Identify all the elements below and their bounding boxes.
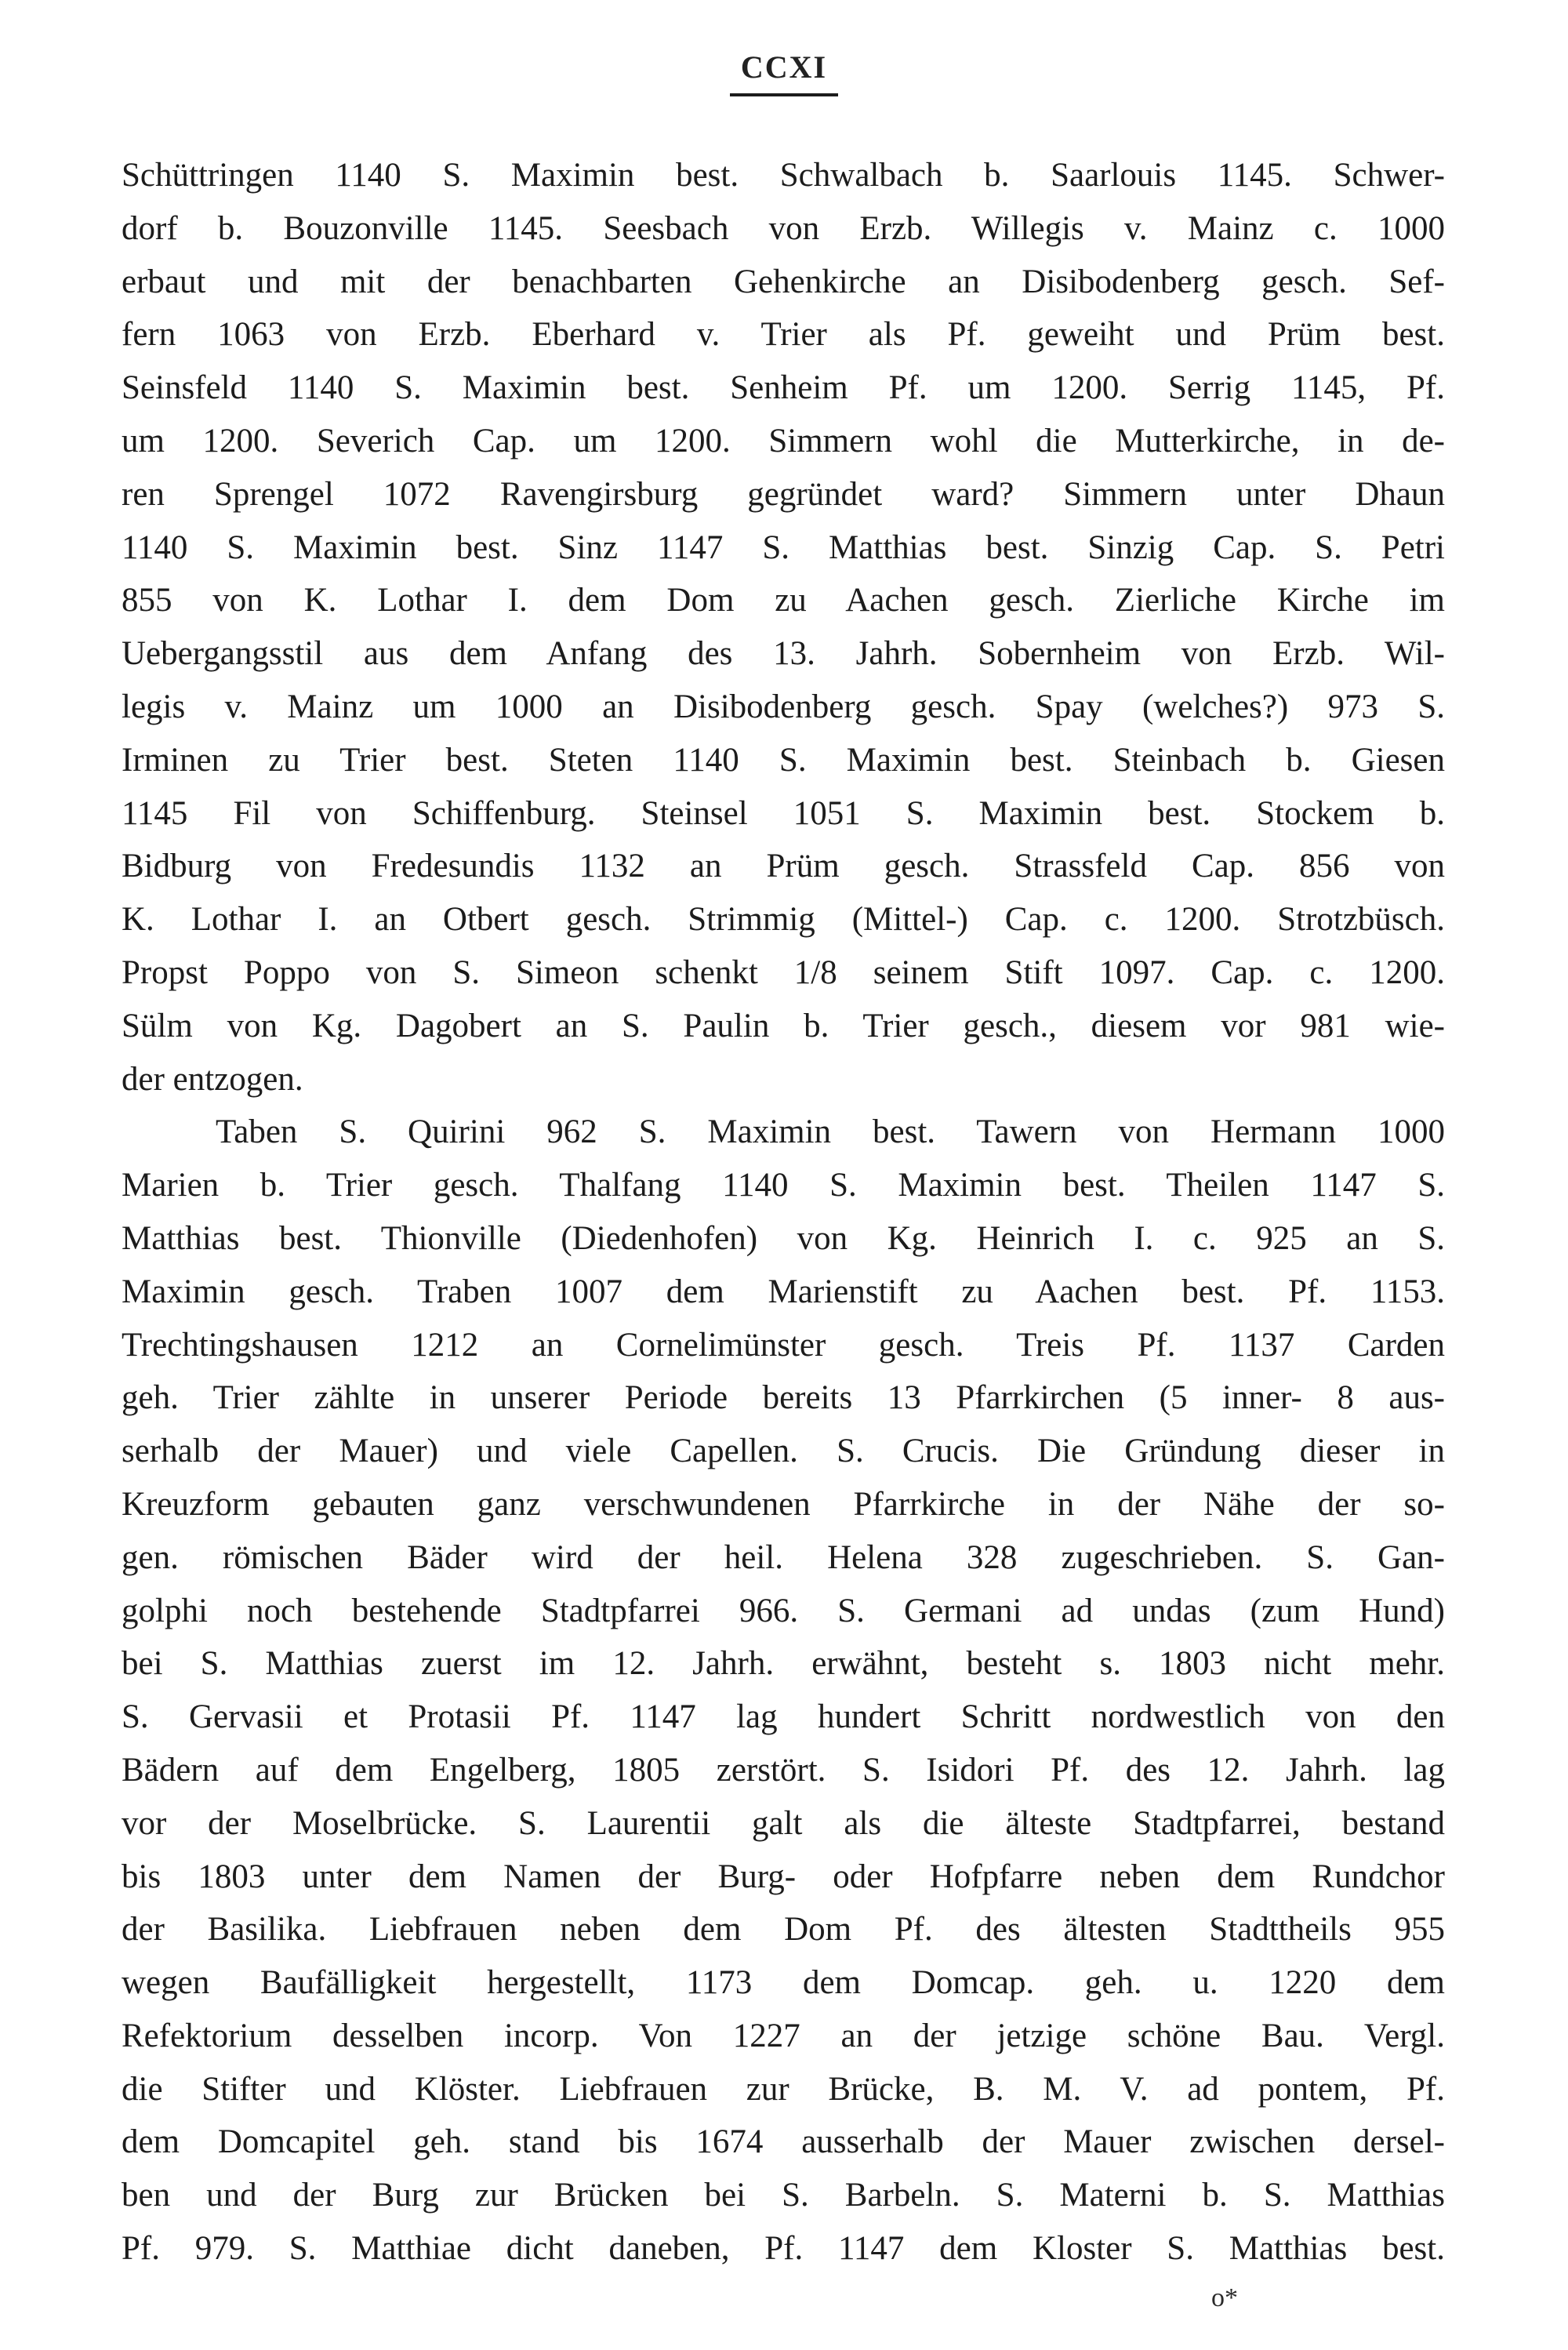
text-line: geh. Trier zählte in unserer Periode bereits 13 Pfarrkirchen (5 inner- 8 aus- <box>122 1379 1445 1417</box>
text-line: S. Gervasii et Protasii Pf. 1147 lag hundert Schritt nordwestlich von den <box>122 1698 1445 1736</box>
body-text <box>122 149 1445 2276</box>
text-line: ben und der Burg zur Brücken bei S. Barbeln. S. Materni b. S. Matthias <box>122 2177 1445 2214</box>
text-line: golphi noch bestehende Stadtpfarrei 966. S. Germani ad undas (zum Hund) <box>122 1592 1445 1629</box>
text-line: Matthias best. Thionville (Diedenhofen) von Kg. Heinrich I. c. 925 an S. <box>122 1219 1445 1257</box>
text-line: 1140 S. Maximin best. Sinz 1147 S. Matthias best. Sinzig Cap. S. Petri <box>122 528 1445 566</box>
text-line: legis v. Mainz um 1000 an Disibodenberg gesch. Spay (welches?) 973 S. <box>122 688 1445 725</box>
text-line: Seinsfeld 1140 S. Maximin best. Senheim Pf. um 1200. Serrig 1145, Pf. <box>122 369 1445 407</box>
text-line: Irminen zu Trier best. Steten 1140 S. Maximin best. Steinbach b. Giesen <box>122 741 1445 779</box>
text-line: Kreuzform gebauten ganz verschwundenen Pfarrkirche in der Nähe der so- <box>122 1485 1445 1523</box>
text-line: der entzogen. <box>122 1060 303 1098</box>
text-line: 855 von K. Lothar I. dem Dom zu Aachen gesch. Zierliche Kirche im <box>122 582 1445 619</box>
signature-mark: o* <box>1211 2283 1238 2312</box>
page-header <box>0 49 1568 96</box>
text-line: gen. römischen Bäder wird der heil. Helena 328 zugeschrieben. S. Gan- <box>122 1538 1445 1576</box>
text-line: fern 1063 von Erzb. Eberhard v. Trier als Pf. geweiht und Prüm best. <box>122 316 1445 354</box>
text-line: um 1200. Severich Cap. um 1200. Simmern wohl die Mutterkirche, in de- <box>122 422 1445 459</box>
text-line: wegen Baufälligkeit hergestellt, 1173 dem Domcap. geh. u. 1220 dem <box>122 1964 1445 2002</box>
text-line: Bädern auf dem Engelberg, 1805 zerstört. S. Isidori Pf. des 12. Jahrh. lag <box>122 1751 1445 1789</box>
text-line: Sülm von Kg. Dagobert an S. Paulin b. Trier gesch., diesem vor 981 wie- <box>122 1007 1445 1044</box>
text-line: serhalb der Mauer) und viele Capellen. S. Crucis. Die Gründung dieser in <box>122 1433 1445 1470</box>
text-line: die Stifter und Klöster. Liebfrauen zur Brücke, B. M. V. ad pontem, Pf. <box>122 2070 1445 2108</box>
text-line: 1145 Fil von Schiffenburg. Steinsel 1051 S. Maximin best. Stockem b. <box>122 794 1445 832</box>
text-line: Schüttringen 1140 S. Maximin best. Schwalbach b. Saarlouis 1145. Schwer- <box>122 157 1445 194</box>
text-line: Trechtingshausen 1212 an Cornelimünster gesch. Treis Pf. 1137 Carden <box>122 1326 1445 1364</box>
text-line: Bidburg von Fredesundis 1132 an Prüm gesch. Strassfeld Cap. 856 von <box>122 848 1445 885</box>
text-line: Propst Poppo von S. Simeon schenkt 1/8 seinem Stift 1097. Cap. c. 1200. <box>122 953 1445 991</box>
text-line: vor der Moselbrücke. S. Laurentii galt als die älteste Stadtpfarrei, bestand <box>122 1804 1445 1842</box>
page-number: CCXI <box>730 49 838 96</box>
text-line: dorf b. Bouzonville 1145. Seesbach von Erzb. Willegis v. Mainz c. 1000 <box>122 209 1445 247</box>
text-line: K. Lothar I. an Otbert gesch. Strimmig (Mittel-) Cap. c. 1200. Strotzbüsch. <box>122 901 1445 939</box>
text-line: bis 1803 unter dem Namen der Burg- oder Hofpfarre neben dem Rundchor <box>122 1858 1445 1895</box>
text-line: Pf. 979. S. Matthiae dicht daneben, Pf. 1147 dem Kloster S. Matthias best. <box>122 2230 1445 2268</box>
text-line: erbaut und mit der benachbarten Gehenkirche an Disibodenberg gesch. Sef- <box>122 263 1445 300</box>
text-line: Refektorium desselben incorp. Von 1227 an der jetzige schöne Bau. Vergl. <box>122 2017 1445 2054</box>
text-line: ren Sprengel 1072 Ravengirsburg gegründet ward? Simmern unter Dhaun <box>122 475 1445 513</box>
text-line: Taben S. Quirini 962 S. Maximin best. Tawern von Hermann 1000 <box>216 1113 1445 1151</box>
text-line: der Basilika. Liebfrauen neben dem Dom Pf. des ältesten Stadttheils 955 <box>122 1911 1445 1949</box>
text-line: Maximin gesch. Traben 1007 dem Marienstift zu Aachen best. Pf. 1153. <box>122 1273 1445 1310</box>
text-line: Uebergangsstil aus dem Anfang des 13. Jahrh. Sobernheim von Erzb. Wil- <box>122 635 1445 673</box>
text-line: dem Domcapitel geh. stand bis 1674 ausserhalb der Mauer zwischen dersel- <box>122 2123 1445 2161</box>
text-line: bei S. Matthias zuerst im 12. Jahrh. erwähnt, besteht s. 1803 nicht mehr. <box>122 1645 1445 1683</box>
text-line: Marien b. Trier gesch. Thalfang 1140 S. Maximin best. Theilen 1147 S. <box>122 1167 1445 1204</box>
